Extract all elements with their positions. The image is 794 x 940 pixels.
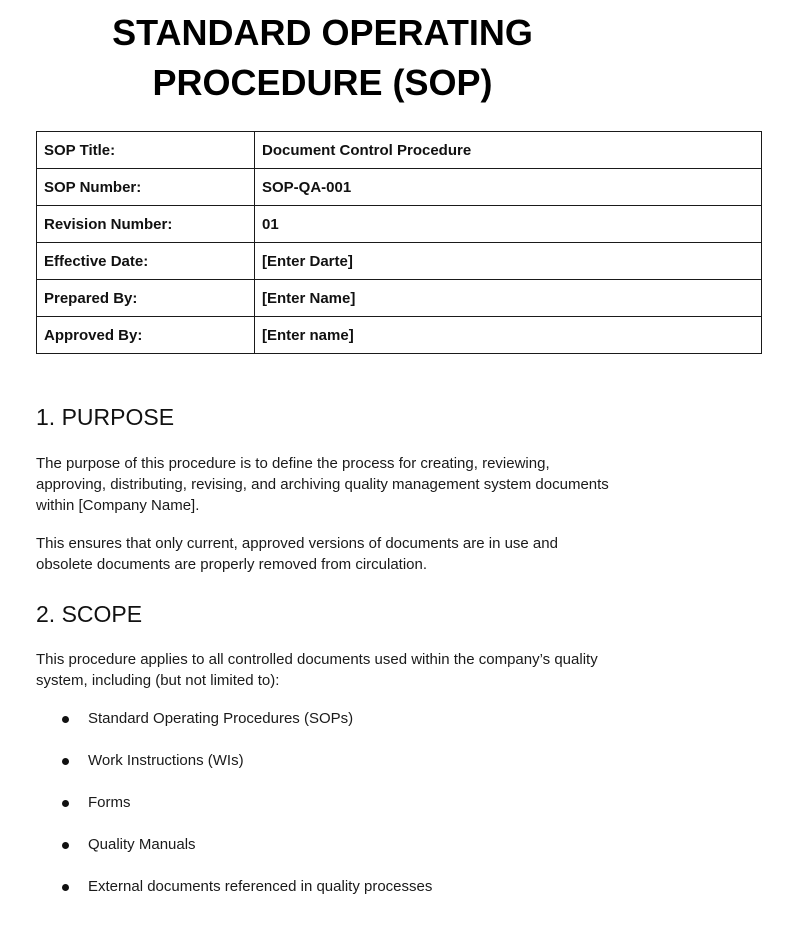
purpose-paragraph-2: This ensures that only current, approved versions of documents are in use and obsolete documents are properly removed from circulation. — [36, 535, 558, 573]
list-item-text: Work Instructions (WIs) — [88, 752, 244, 769]
document-title-line-1: STANDARD OPERATING — [112, 12, 533, 53]
bullet-icon — [62, 842, 69, 849]
bullet-icon — [62, 716, 69, 723]
prepared-by-value: [Enter Name] — [255, 280, 762, 317]
list-item-text: Forms — [88, 794, 131, 811]
revision-number-value: 01 — [255, 206, 762, 243]
table-row — [37, 132, 762, 169]
table-row — [37, 243, 762, 280]
revision-number-label: Revision Number: — [37, 206, 255, 243]
sop-number-value: SOP-QA-001 — [255, 169, 762, 206]
effective-date-label: Effective Date: — [37, 243, 255, 280]
list-item — [0, 706, 432, 748]
purpose-heading: 1. PURPOSE — [36, 404, 175, 430]
scope-heading: 2. SCOPE — [36, 601, 143, 627]
list-item-text: Standard Operating Procedures (SOPs) — [88, 710, 354, 727]
list-item-text: External documents referenced in quality processes — [88, 878, 433, 895]
list-item — [0, 748, 432, 790]
document-title — [60, 8, 585, 108]
sop-number-label: SOP Number: — [37, 169, 255, 206]
table-row — [37, 206, 762, 243]
list-item — [0, 790, 432, 832]
sop-title-value: Document Control Procedure — [255, 132, 762, 169]
purpose-paragraph-1: The purpose of this procedure is to define the process for creating, reviewing, approving, distributing, revising, and archiving quality management system documents within [Company Name]. — [36, 455, 609, 514]
approved-by-value: [Enter name] — [255, 317, 762, 354]
document-title-line-2: PROCEDURE (SOP) — [152, 62, 493, 103]
bullet-icon — [62, 800, 69, 807]
scope-document-list — [0, 706, 432, 916]
sop-metadata-table — [36, 131, 762, 354]
prepared-by-label: Prepared By: — [37, 280, 255, 317]
table-row — [37, 280, 762, 317]
effective-date-value: [Enter Darte] — [255, 243, 762, 280]
bullet-icon — [62, 884, 69, 891]
list-item-text: Quality Manuals — [88, 836, 196, 853]
sop-title-label: SOP Title: — [37, 132, 255, 169]
table-row — [37, 317, 762, 354]
list-item — [0, 832, 432, 874]
bullet-icon — [62, 758, 69, 765]
list-item — [0, 874, 432, 916]
scope-paragraph: This procedure applies to all controlled documents used within the company’s quality system, including (but not limited to): — [36, 651, 598, 689]
approved-by-label: Approved By: — [37, 317, 255, 354]
table-row — [37, 169, 762, 206]
